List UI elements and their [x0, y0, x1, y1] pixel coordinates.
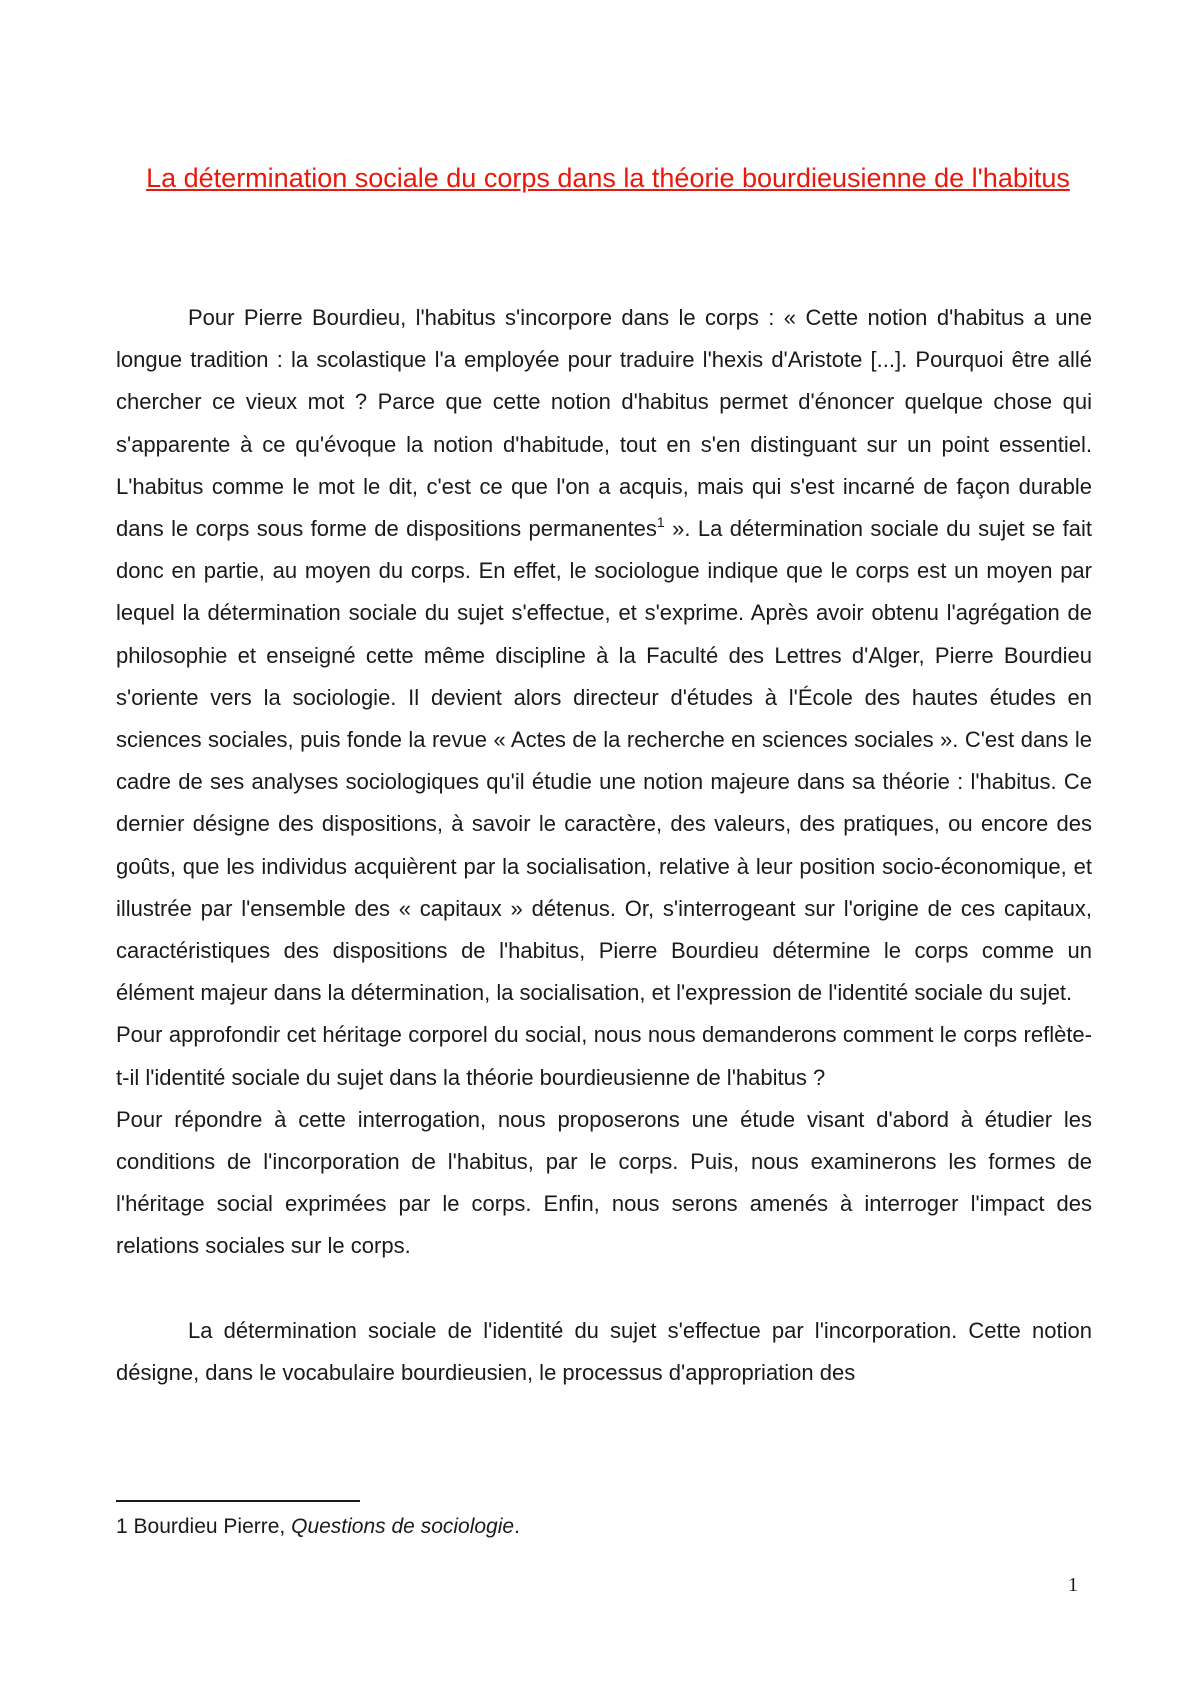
paragraph-intro-part-2: ». La détermination sociale du sujet se fait donc en partie, au moyen du corps. En effet, le sociologue indique que le corps est un moyen par lequel la détermination sociale du sujet s'effectue, et s'exprime. Après avoir obtenu l'agrégation de philosophie et enseigné cette même discipline à la Faculté des Lettres d'Alger, Pierre Bourdieu s'oriente vers la sociologie. Il devient alors directeur d'études à l'École des hautes études en sciences sociales, puis fonde la revue « Actes de la recherche en sciences sociales ». C'est dans le cadre de ses analyses sociologiques qu'il étudie une notion majeure dans sa théorie : l'habitus. Ce dernier désigne des dispositions, à savoir le caractère, des valeurs, des pratiques, ou encore des goûts, que les individus acquièrent par la socialisation, relative à leur position socio-économique, et illustrée par l'ensemble des « capitaux » détenus. Or, s'interrogeant sur l'origine de ces capitaux, caractéristiques des dispositions de l'habitus, Pierre Bourdieu détermine le corps comme un élément majeur dans la détermination, la socialisation, et l'expression de l'identité sociale du sujet. [116, 516, 1092, 1006]
paragraph-intro-part-1: Pour Pierre Bourdieu, l'habitus s'incorpore dans le corps : « Cette notion d'habitus a une longue tradition : la scolastique l'a employée pour traduire l'hexis d'Aristote [...]. Pourquoi être allé chercher ce vieux mot ? Parce que cette notion d'habitus permet d'énoncer quelque chose qui s'apparente à ce qu'évoque la notion d'habitude, tout en s'en distinguant sur un point essentiel. L'habitus comme le mot le dit, c'est ce que l'on a acquis, mais qui s'est incarné de façon durable dans le corps sous forme de dispositions permanentes [116, 305, 1092, 542]
footnote [116, 1512, 520, 1542]
page-number: 1 [1068, 1574, 1078, 1596]
footnote-author: 1 Bourdieu Pierre, [116, 1515, 292, 1538]
document-body [116, 297, 1092, 1394]
document-title: La détermination sociale du corps dans la théorie bourdieusienne de l'habitus [146, 163, 1070, 193]
footnote-end: . [514, 1515, 520, 1538]
footnote-separator [116, 1500, 360, 1502]
paragraph-intro [116, 297, 1092, 1014]
paragraph-incorporation: La détermination sociale de l'identité du sujet s'effectue par l'incorporation. Cette notion désigne, dans le vocabulaire bourdieusien, le processus d'appropriation des [116, 1317, 1092, 1385]
footnote-work-title: Questions de sociologie [291, 1515, 515, 1538]
paragraph-plan: Pour répondre à cette interrogation, nous proposerons une étude visant d'abord à étudier les conditions de l'incorporation de l'habitus, par le corps. Puis, nous examinerons les formes de l'héritage social exprimées par le corps. Enfin, nous serons amenés à interroger l'impact des relations sociales sur le corps. [116, 1106, 1092, 1259]
paragraph-problem: Pour approfondir cet héritage corporel du social, nous nous demanderons comment le corps reflète-t-il l'identité sociale du sujet dans la théorie bourdieusienne de l'habitus ? [116, 1022, 1092, 1090]
paragraph-spacer [116, 1268, 1092, 1310]
footnote-reference[interactable]: 1 [656, 514, 665, 531]
